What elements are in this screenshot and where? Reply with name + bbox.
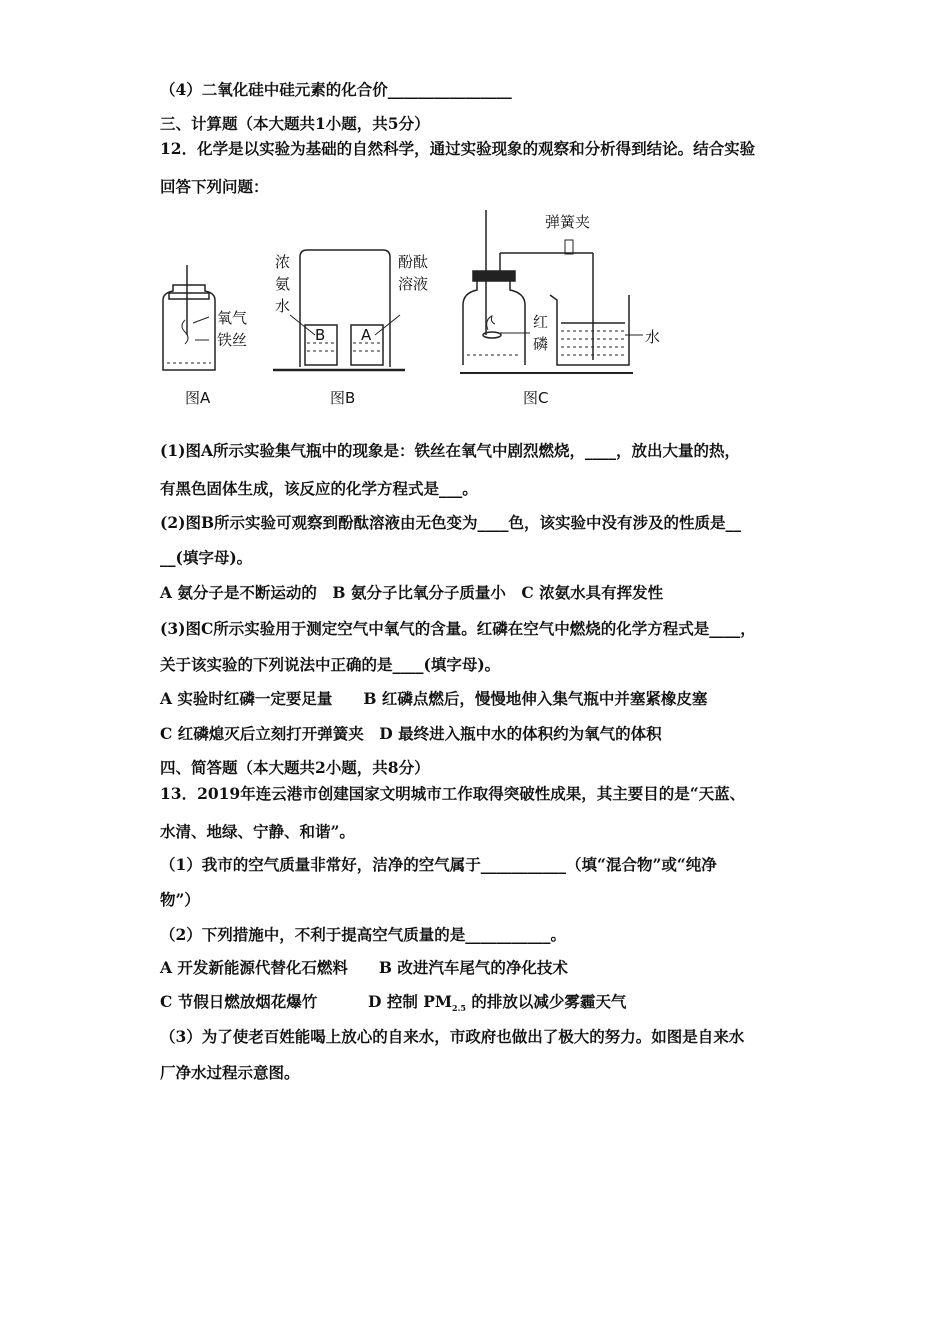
- fig-b-label-phenol-2: 溶液: [398, 275, 429, 293]
- q13-text-1: 13．2019年连云港市创建国家文明城市工作取得突破性成果，其主要目的是“天蓝、: [160, 784, 746, 803]
- fig-c-label-phosphorus-2: 磷: [533, 335, 549, 353]
- fig-a-bottle: [163, 265, 215, 370]
- fig-b-apparatus: [273, 250, 405, 370]
- q12-part2-line2: __(填字母)。: [160, 548, 253, 567]
- q13-text-2: 水清、地绿、宁静、和谐”。: [160, 822, 355, 841]
- q12-part3-line1: (3)图C所示实验用于测定空气中氧气的含量。红磷在空气中燃烧的化学方程式是____，: [160, 619, 756, 638]
- fig-b-beaker-b: B: [315, 326, 326, 344]
- q13-part2-question: （2）下列措施中，不利于提高空气质量的是___________。: [160, 925, 567, 944]
- fig-a-label-iron: 铁丝: [217, 331, 248, 349]
- q13-option-d-sub: 2.5: [452, 1003, 466, 1014]
- fig-c-label-water: 水: [645, 328, 661, 346]
- q12-text-2: 回答下列问题：: [160, 177, 269, 196]
- fig-b-caption: 图B: [330, 389, 356, 407]
- section-4-heading: 四、简答题（本大题共2小题，共8分）: [160, 758, 430, 777]
- q13-part3-line2: 厂净水过程示意图。: [160, 1063, 300, 1082]
- fig-c-apparatus: [460, 210, 643, 373]
- q4-line: （4）二氧化硅中硅元素的化合价________________: [160, 80, 512, 99]
- fig-b-label-ammonia-2: 氨: [275, 275, 291, 293]
- q12-part1-line2: 有黑色固体生成，该反应的化学方程式是___。: [160, 479, 478, 498]
- q13-option-d-pre: D 控制 PM: [368, 992, 453, 1011]
- fig-a-label-oxygen: 氧气: [217, 309, 248, 327]
- q12-part3-options-cd: C 红磷熄灭后立刻打开弹簧夹 D 最终进入瓶中水的体积约为氧气的体积: [160, 724, 662, 743]
- fig-b-label-ammonia-1: 浓: [275, 253, 291, 271]
- q13-part3-line1: （3）为了使老百姓能喝上放心的自来水，市政府也做出了极大的努力。如图是自来水: [160, 1027, 745, 1046]
- q12-part3-line2: 关于该实验的下列说法中正确的是____(填字母)。: [160, 655, 501, 674]
- q13-part2-option-d: [368, 992, 626, 1018]
- fig-a-caption: 图A: [185, 389, 211, 407]
- fig-b-label-phenol-1: 酚酞: [398, 253, 429, 271]
- q13-part1-line1: （1）我市的空气质量非常好，洁净的空气属于___________（填“混合物”或“纯净: [160, 855, 717, 874]
- q13-part2-option-c: C 节假日燃放烟花爆竹: [160, 992, 318, 1011]
- q12-part2-options: A 氨分子是不断运动的 B 氨分子比氧分子质量小 C 浓氨水具有挥发性: [160, 583, 664, 602]
- q12-part2-line1: (2)图B所示实验可观察到酚酞溶液由无色变为____色，该实验中没有涉及的性质是__: [160, 513, 742, 532]
- q12-part3-options-ab: A 实验时红磷一定要足量 B 红磷点燃后，慢慢地伸入集气瓶中并塞紧橡皮塞: [160, 689, 708, 708]
- q13-part1-line2: 物”）: [160, 890, 200, 909]
- fig-c-caption: 图C: [523, 389, 549, 407]
- fig-b-beaker-a: A: [361, 326, 372, 344]
- q12-part1-line1: (1)图A所示实验集气瓶中的现象是：铁丝在氧气中剧烈燃烧，____，放出大量的热，: [160, 441, 740, 460]
- fig-b-label-ammonia-3: 水: [275, 297, 291, 315]
- section-3-heading: 三、计算题（本大题共1小题，共5分）: [160, 114, 430, 133]
- q13-option-d-post: 的排放以减少雾霾天气: [465, 992, 627, 1011]
- fig-c-label-phosphorus-1: 红: [533, 313, 549, 331]
- experiment-figure: [155, 205, 675, 420]
- q13-part2-options-ab: A 开发新能源代替化石燃料 B 改进汽车尾气的净化技术: [160, 958, 568, 977]
- fig-c-label-clip: 弹簧夹: [545, 213, 591, 231]
- q12-text-1: 12．化学是以实验为基础的自然科学，通过实验现象的观察和分析得到结论。结合实验: [160, 139, 756, 158]
